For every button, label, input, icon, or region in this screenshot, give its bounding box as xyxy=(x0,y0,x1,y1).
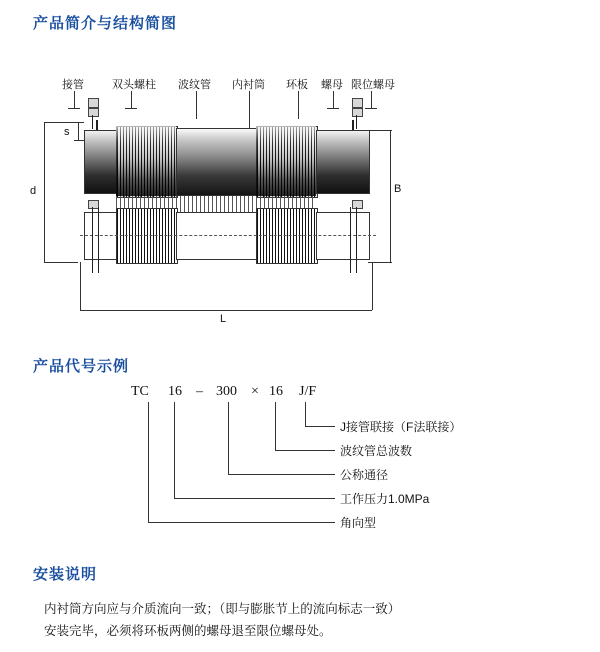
dim-tick-s-bot xyxy=(74,140,84,141)
dim-ext-L-right xyxy=(372,262,373,310)
tie-rod-right xyxy=(356,115,357,129)
code-token-dash: – xyxy=(196,384,203,399)
code-leader-series xyxy=(148,402,149,522)
structure-diagram xyxy=(0,60,600,350)
dim-line-B xyxy=(390,130,391,262)
bellows-right xyxy=(256,126,318,198)
code-example-diagram xyxy=(0,378,600,548)
install-notes xyxy=(44,598,400,642)
liner-sleeve xyxy=(176,128,258,196)
page-title-intro: 产品简介与结构简图 xyxy=(33,15,178,32)
install-note-1: 内衬筒方向应与介质流向一致；（即与膨胀节上的流向标志一致） xyxy=(44,602,401,616)
code-token-diameter: 300 xyxy=(216,384,237,399)
code-rule-pressure xyxy=(174,498,335,499)
bellows-right-bottom xyxy=(256,208,318,264)
ring-plate-left xyxy=(96,120,98,130)
dim-label-d: d xyxy=(30,185,37,197)
callout-label-5: 环板 xyxy=(286,79,308,91)
leader-nib-7 xyxy=(365,108,377,109)
bellows-left xyxy=(116,126,178,198)
stud-nut-bottom-right xyxy=(352,200,363,209)
pipe-right-bottom xyxy=(316,212,370,260)
code-token-connection: J/F xyxy=(299,384,317,399)
code-rule-connection xyxy=(305,426,335,427)
liner-sleeve-bottom xyxy=(176,212,258,260)
leader-5 xyxy=(298,91,299,119)
code-note-waves: 波纹管总波数 xyxy=(340,444,413,458)
leader-6 xyxy=(333,91,334,108)
tie-rod-left xyxy=(92,115,93,129)
dim-label-B: B xyxy=(394,183,402,195)
tie-rod-bottom-left-2 xyxy=(98,207,99,273)
tie-rod-bottom-right xyxy=(356,207,357,273)
stud-nut-right-outer xyxy=(352,98,363,108)
callout-label-1: 接管 xyxy=(62,79,84,91)
code-token-times: × xyxy=(251,384,259,399)
code-token-waves: 16 xyxy=(269,384,283,399)
callout-label-3: 波纹管 xyxy=(178,79,211,91)
page-title-code: 产品代号示例 xyxy=(33,358,130,375)
code-note-series: 角向型 xyxy=(340,516,377,530)
code-note-diameter: 公称通径 xyxy=(340,468,389,482)
code-leader-connection xyxy=(305,402,306,426)
tie-rod-bottom-left xyxy=(92,207,93,273)
dim-ext-d-top xyxy=(44,122,78,123)
leader-1 xyxy=(74,91,75,108)
pipe-right xyxy=(316,130,370,194)
leader-nib-2 xyxy=(125,108,137,109)
leader-nib-6 xyxy=(327,108,339,109)
callout-label-2: 双头螺柱 xyxy=(112,79,156,91)
pipe-left-bottom xyxy=(84,212,118,260)
page-title-install: 安装说明 xyxy=(33,566,98,583)
code-leader-pressure xyxy=(174,402,175,498)
ring-plate-right xyxy=(352,120,354,130)
dim-line-d xyxy=(44,122,45,262)
dim-label-s: s xyxy=(64,126,70,138)
code-token-pressure: 16 xyxy=(168,384,182,399)
bellows-left-bottom xyxy=(116,208,178,264)
install-note-2: 安装完毕，必须将环板两侧的螺母退至限位螺母处。 xyxy=(44,624,332,638)
pipe-left xyxy=(84,130,118,194)
dim-line-s xyxy=(78,122,79,140)
code-note-connection: J接管联接（F法联接） xyxy=(340,420,462,434)
stud-nut-left-outer xyxy=(88,98,99,108)
callout-label-7: 限位螺母 xyxy=(351,79,395,91)
code-token-series: TC xyxy=(131,384,149,399)
code-rule-series xyxy=(148,522,335,523)
leader-2 xyxy=(131,91,132,108)
centerline-bottom xyxy=(80,235,376,236)
leader-7 xyxy=(371,91,372,108)
tie-rod-bottom-right-2 xyxy=(350,207,351,273)
stud-nut-left-inner xyxy=(88,108,99,117)
code-leader-diameter xyxy=(228,402,229,474)
stud-nut-right-inner xyxy=(352,108,363,117)
callout-label-6: 螺母 xyxy=(321,79,343,91)
callout-label-4: 内衬筒 xyxy=(232,79,265,91)
dim-ext-L-left xyxy=(80,262,81,310)
dim-ext-B-top xyxy=(368,130,392,131)
leader-3 xyxy=(196,91,197,119)
code-note-pressure: 工作压力1.0MPa xyxy=(340,492,430,506)
code-leader-waves xyxy=(275,402,276,450)
dim-ext-d-bot xyxy=(44,262,78,263)
code-rule-diameter xyxy=(228,474,335,475)
code-rule-waves xyxy=(275,450,335,451)
dim-label-L: L xyxy=(220,313,227,325)
dim-line-L xyxy=(80,310,372,311)
leader-nib-1 xyxy=(68,108,80,109)
